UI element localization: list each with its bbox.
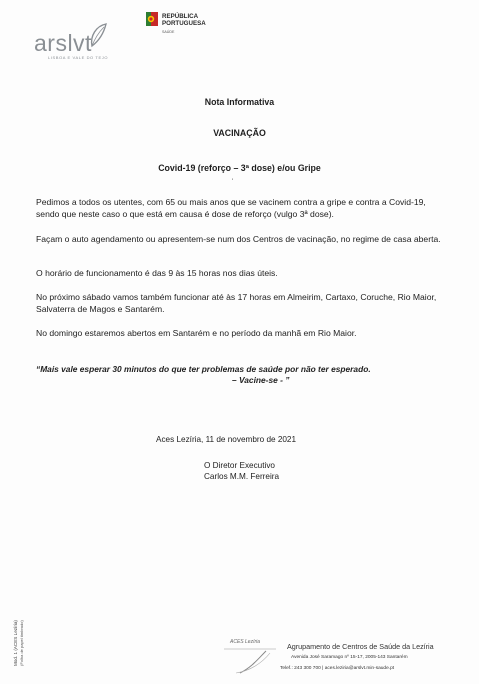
paragraph-4: No próximo sábado vamos também funcionar até às 17 horas em Almeirim, Cartaxo, Coruche, Rio Maior, Salvaterra de Magos e Santarém. (36, 292, 437, 314)
signatory-role: O Diretor Executivo (204, 461, 275, 470)
place-date: Aces Lezíria, 11 de novembro de 2021 (156, 435, 297, 444)
republica-portuguesa-logo (146, 12, 226, 52)
quote (36, 364, 446, 385)
footer-title: Agrupamento de Centros de Saúde da Lezíria (287, 642, 434, 651)
ars-logo-text: arslvt (34, 30, 92, 56)
nota-informativa-title: Nota Informativa (204, 97, 275, 107)
republica-line1: REPÚBLICA (162, 13, 199, 20)
paragraph-2: Façam o auto agendamento ou apresentem-se num dos Centros de vacinação, no regime de casa aberta. (36, 234, 441, 244)
leaf-icon (86, 22, 108, 48)
paragraph-5: No domingo estaremos abertos em Santarém e no período da manhã em Rio Maior. (36, 328, 357, 338)
vacinacao-title: VACINAÇÃO (213, 128, 266, 138)
paragraph-1: Pedimos a todos os utentes, com 65 ou mais anos que se vacinem contra a gripe e contra a Covid-19, sendo que neste caso o que está em causa é dose de reforço (vulgo 3ª dose). (36, 197, 426, 219)
footer-address: Avenida José Saramago nº 15-17, 2005-143 Santarém (291, 655, 408, 660)
form-model-line-1: Mod. 1 (ACES Lezíria) (13, 620, 18, 666)
republica-text (162, 13, 206, 27)
ars-lvt-logo (34, 10, 134, 66)
republica-sub: SAÚDE (162, 30, 175, 34)
footer-contact: Telef.: 243 300 700 | aces.leziria@arslvt.min-saude.pt (280, 666, 395, 671)
aces-logo-text: ACES Lezíria (230, 639, 261, 645)
wave-icon (222, 637, 278, 677)
signatory-name: Carlos M.M. Ferreira (204, 472, 280, 481)
subject-title: Covid-19 (reforço – 3ª dose) e/ou Gripe (158, 163, 321, 173)
paragraph-3: O horário de funcionamento é das 9 às 15 horas nos dias úteis. (36, 268, 278, 278)
coat-of-arms-icon (146, 12, 158, 26)
aces-leziria-logo (222, 637, 278, 677)
ars-tagline: LISBOA E VALE DO TEJO (48, 55, 109, 60)
form-model-line-2: (Folha de papel timbrado) (19, 620, 24, 666)
form-model-note (3, 606, 39, 666)
quote-line-2: – Vacine-se - ” (232, 374, 290, 385)
republica-line2: PORTUGUESA (162, 20, 206, 27)
quote-line-1: “Mais vale esperar 30 minutos do que ter problemas de saúde por não ter esperado. (36, 364, 371, 374)
stray-mark: ' (232, 179, 234, 185)
